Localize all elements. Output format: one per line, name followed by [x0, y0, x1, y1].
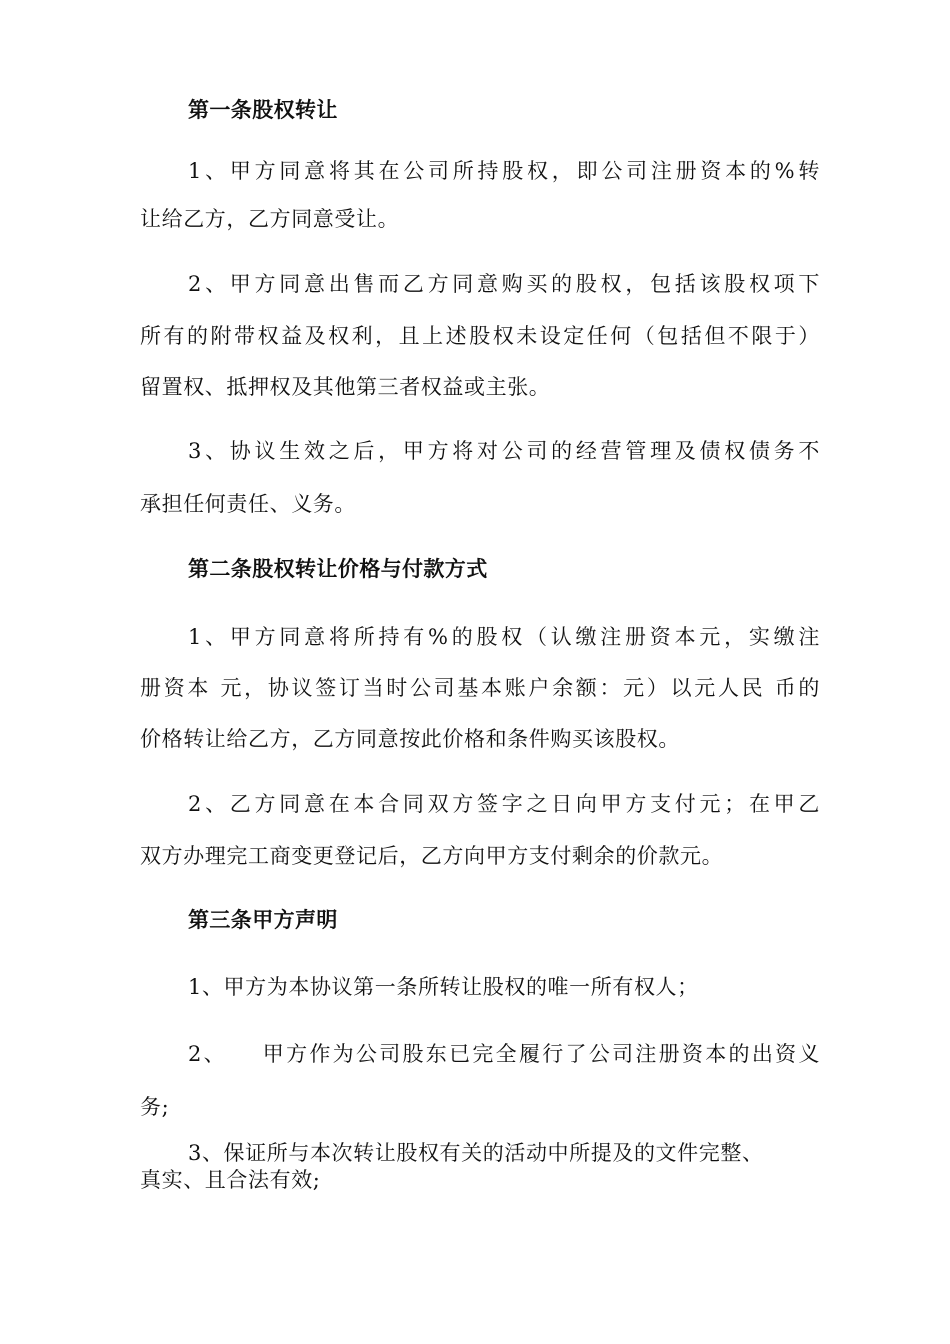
section-2-item-2-line-1: 2、乙方同意在本合同双方签字之日向甲方支付元；在甲乙	[188, 792, 820, 816]
section-1-item-1-line-1: 1、甲方同意将其在公司所持股权，即公司注册资本的%转	[188, 159, 820, 183]
section-3-item-3-line-1: 3、保证所与本次转让股权有关的活动中所提及的文件完整、	[188, 1141, 764, 1165]
section-3-item-1-line-1: 1、甲方为本协议第一条所转让股权的唯一所有权人；	[188, 975, 699, 999]
section-3-item-2-line-2: 务;	[140, 1095, 170, 1119]
section-2-heading: 第二条股权转让价格与付款方式	[188, 556, 488, 581]
section-2-item-2-line-2: 双方办理完工商变更登记后，乙方向甲方支付剩余的价款元。	[140, 844, 724, 868]
section-1-item-3-line-2: 承担任何责任、义务。	[140, 492, 356, 516]
section-2-item-1-line-3: 价格转让给乙方，乙方同意按此价格和条件购买该股权。	[140, 727, 680, 751]
section-1-heading: 第一条股权转让	[188, 97, 338, 122]
section-1-item-2-line-3: 留置权、抵押权及其他第三者权益或主张。	[140, 375, 551, 399]
section-1-item-2-line-2: 所有的附带权益及权利，且上述股权未设定任何（包括但不限于）	[140, 324, 820, 348]
section-2-item-1-line-1: 1、甲方同意将所持有%的股权（认缴注册资本元，实缴注	[188, 625, 820, 649]
section-3-item-3-line-2: 真实、且合法有效;	[140, 1168, 321, 1192]
section-1-item-2-line-1: 2、甲方同意出售而乙方同意购买的股权，包括该股权项下	[188, 272, 820, 296]
section-2-item-1-line-2: 册资本 元，协议签订当时公司基本账户余额：元）以元人民 币的	[140, 676, 820, 700]
section-1-item-3-line-1: 3、协议生效之后，甲方将对公司的经营管理及债权债务不	[188, 439, 820, 463]
section-3-heading: 第三条甲方声明	[188, 907, 338, 932]
section-1-item-1-line-2: 让给乙方，乙方同意受让。	[140, 207, 400, 231]
section-3-item-2-line-1: 2、 甲方作为公司股东已完全履行了公司注册资本的出资义	[188, 1042, 820, 1066]
